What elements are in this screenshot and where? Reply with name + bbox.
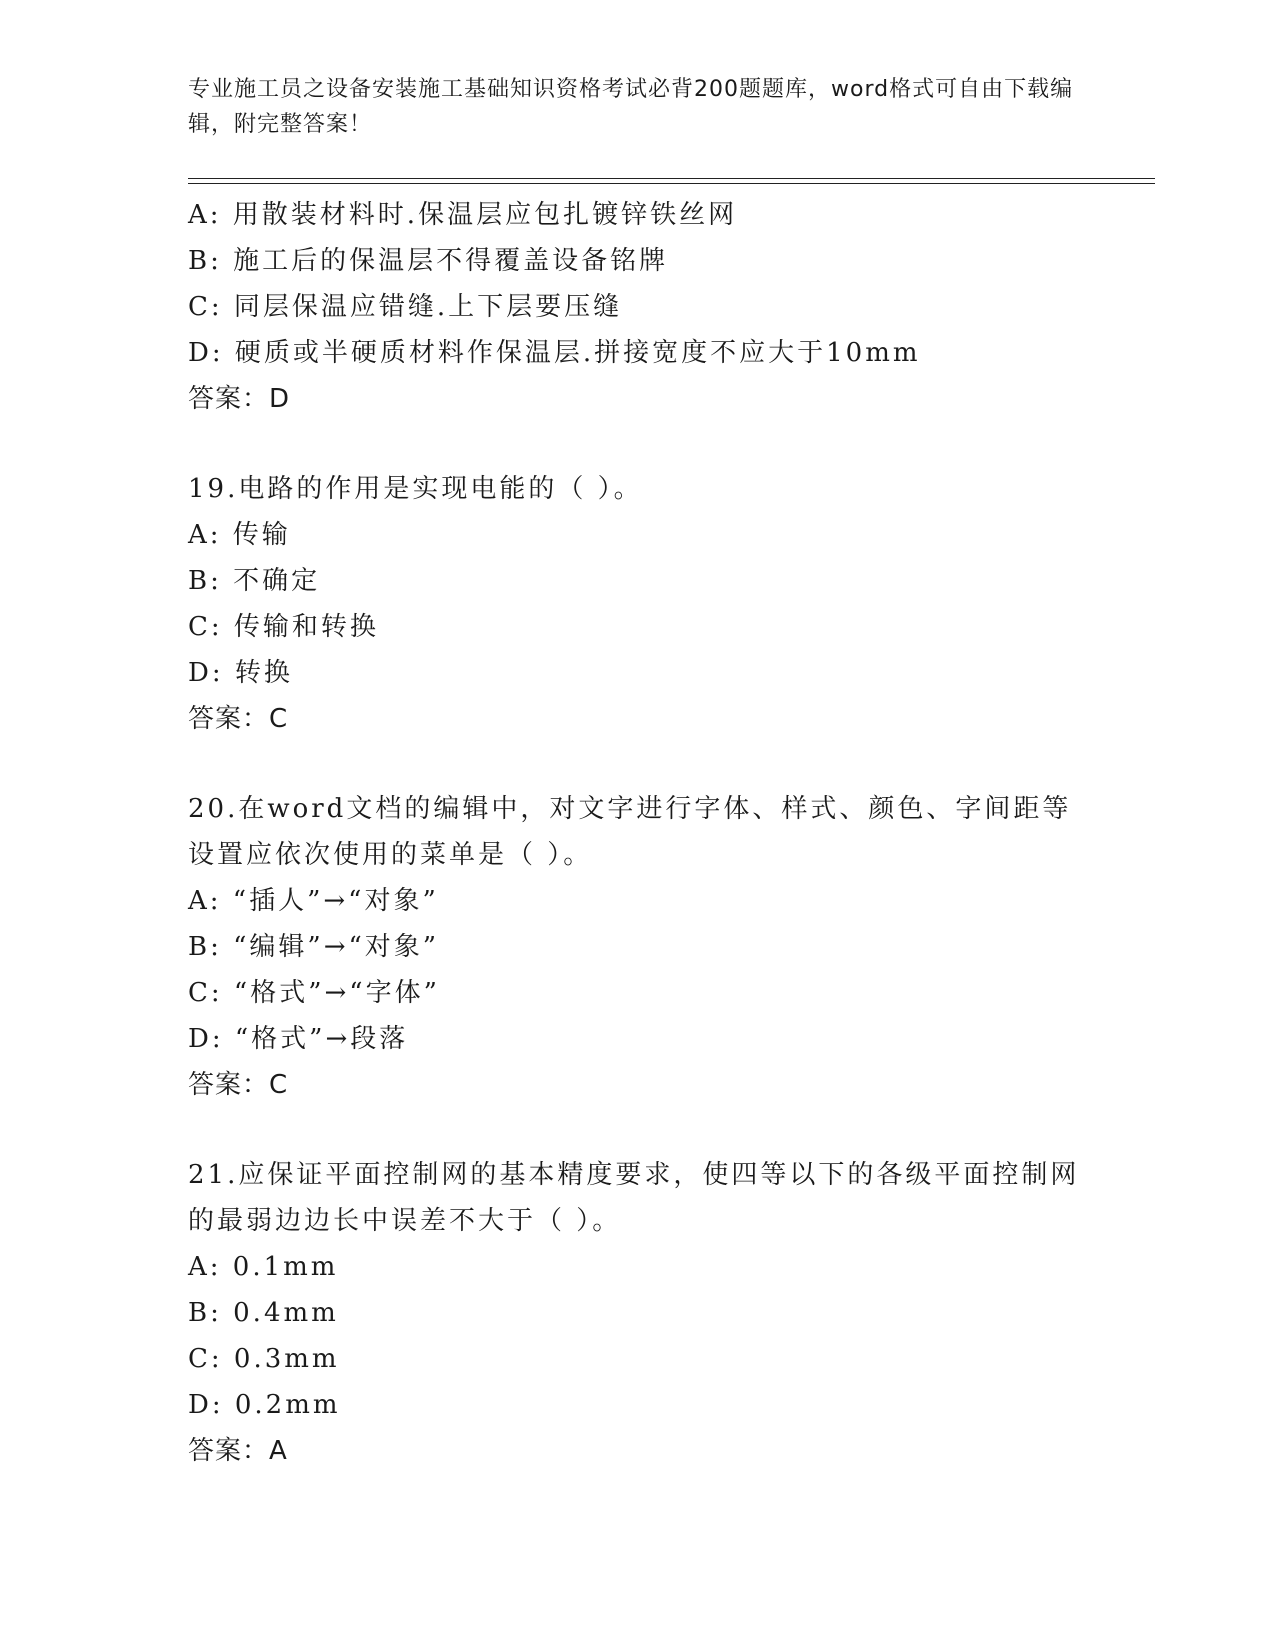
option-b: B: 0.4mm: [188, 1298, 339, 1328]
option-a: A: 0.1mm: [188, 1252, 339, 1282]
option-d: D: 0.2mm: [188, 1390, 341, 1420]
option-c: C: 传输和转换: [188, 612, 379, 642]
header-rule-top: [188, 178, 1155, 179]
question-18: [188, 192, 1088, 422]
option-c: C: 0.3mm: [188, 1344, 340, 1374]
answer: 答案：C: [188, 704, 289, 734]
question-text-line-1: 20.在word文档的编辑中，对文字进行字体、样式、颜色、字间距等: [188, 794, 1072, 824]
option-c: C: 同层保温应错缝.上下层要压缝: [188, 292, 623, 322]
option-c: C: “格式”→“字体”: [188, 978, 440, 1008]
option-a: A: “插人”→“对象”: [188, 886, 439, 916]
document-header: 专业施工员之设备安装施工基础知识资格考试必背200题题库，word格式可自由下载编辑，附完整答案！: [188, 77, 1074, 137]
question-text-line-1: 21.应保证平面控制网的基本精度要求，使四等以下的各级平面控制网: [188, 1160, 1080, 1190]
answer: 答案：C: [188, 1070, 289, 1100]
option-d: D: “格式”→段落: [188, 1024, 409, 1054]
question-20: [188, 786, 1088, 1108]
answer: 答案：A: [188, 1436, 288, 1466]
answer: 答案：D: [188, 384, 291, 414]
option-d: D: 转换: [188, 658, 293, 688]
question-text-line-2: 的最弱边边长中误差不大于（ ）。: [188, 1206, 622, 1236]
question-text-line-2: 设置应依次使用的菜单是（ ）。: [188, 840, 593, 870]
option-a: A: 用散装材料时.保温层应包扎镀锌铁丝网: [188, 200, 738, 230]
question-text: 19.电路的作用是实现电能的（ ）。: [188, 474, 643, 504]
option-b: B: 施工后的保温层不得覆盖设备铭牌: [188, 246, 669, 276]
question-content: [188, 192, 1088, 1474]
option-b: B: 不确定: [188, 566, 321, 596]
option-d: D: 硬质或半硬质材料作保温层.拼接宽度不应大于10mm: [188, 338, 921, 368]
question-21: [188, 1152, 1088, 1474]
option-b: B: “编辑”→“对象”: [188, 932, 440, 962]
header-rule-bottom: [188, 183, 1155, 184]
option-a: A: 传输: [188, 520, 291, 550]
question-19: [188, 466, 1088, 742]
